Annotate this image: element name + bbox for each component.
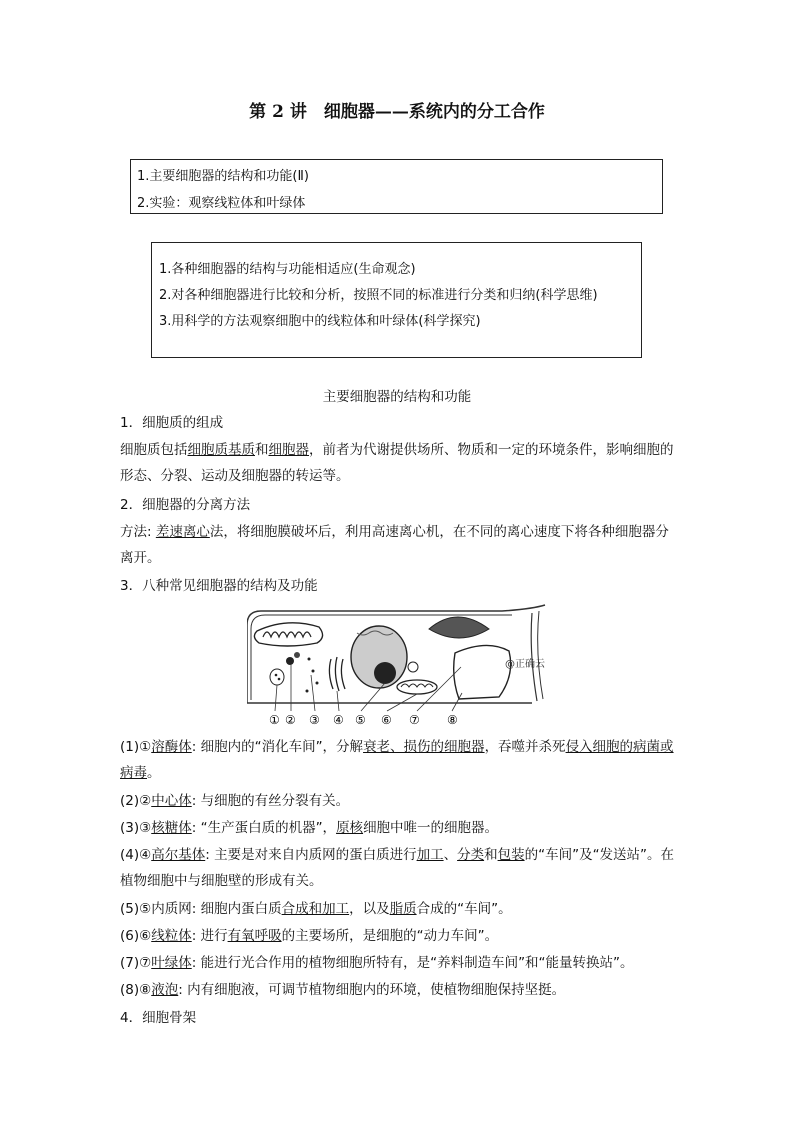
item-ribosome: (3)③核糖体: “生产蛋白质的机器”，原核细胞中唯一的细胞器。	[120, 820, 499, 836]
figure-label: ①	[269, 713, 280, 727]
figure-label: ⑧	[447, 713, 458, 727]
page-title: 第 2 讲 细胞器——系统内的分工合作	[249, 102, 545, 122]
watermark-text: @正确云	[505, 659, 545, 670]
item-centrosome: (2)②中心体: 与细胞的有丝分裂有关。	[120, 793, 350, 809]
item-golgi: (4)④高尔基体: 主要是对来自内质网的蛋白质进行加工、分类和包装的“车间”及“发送站”。在植物细胞中与细胞壁的形成有关。	[120, 847, 675, 889]
item-lysosome: (1)①溶酶体: 细胞内的“消化车间”，分解衰老、损伤的细胞器，吞噬并杀死侵入细胞的病菌或病毒。	[120, 739, 674, 781]
literacy-item: 3.用科学的方法观察细胞中的线粒体和叶绿体(科学探究)	[159, 314, 481, 329]
exam-requirements-box	[130, 159, 663, 214]
s2-paragraph: 方法: 差速离心法，将细胞膜破坏后，利用高速离心机，在不同的离心速度下将各种细胞器分离开。	[120, 524, 669, 566]
figure-label: ②	[285, 713, 296, 727]
item-vacuole: (8)⑧液泡: 内有细胞液，可调节植物细胞内的环境，使植物细胞保持坚挺。	[120, 982, 566, 998]
item-chloroplast: (7)⑦叶绿体: 能进行光合作用的植物细胞所特有，是“养料制造车间”和“能量转换站”。	[120, 955, 634, 971]
figure-label: ⑤	[355, 713, 366, 727]
s1-heading: 1．细胞质的组成	[120, 415, 224, 431]
literacy-item: 1.各种细胞器的结构与功能相适应(生命观念)	[159, 262, 416, 277]
literacy-item: 2.对各种细胞器进行比较和分析，按照不同的标准进行分类和归纳(科学思维)	[159, 288, 598, 303]
underlined-term: 差速离心	[155, 524, 210, 540]
figure-label: ④	[333, 713, 344, 727]
figure-label: ③	[309, 713, 320, 727]
s3-heading: 3．八种常见细胞器的结构及功能	[120, 578, 318, 594]
underlined-term: 细胞器	[268, 442, 309, 458]
plant-cell-diagram	[247, 603, 547, 727]
item-mitochondria: (6)⑥线粒体: 进行有氧呼吸的主要场所，是细胞的“动力车间”。	[120, 928, 499, 944]
underlined-term: 细胞质基质	[187, 442, 255, 458]
cell-organelle-figure	[247, 603, 547, 727]
section-heading: 主要细胞器的结构和功能	[322, 389, 472, 405]
s4-heading: 4．细胞骨架	[120, 1010, 197, 1026]
requirement-item: 1.主要细胞器的结构和功能(Ⅱ)	[137, 169, 309, 184]
figure-label: ⑦	[409, 713, 420, 727]
requirement-item: 2.实验：观察线粒体和叶绿体	[137, 196, 306, 211]
s2-heading: 2．细胞器的分离方法	[120, 497, 251, 513]
s1-paragraph: 细胞质包括细胞质基质和细胞器，前者为代谢提供场所、物质和一定的环境条件，影响细胞的形态、分裂、运动及细胞器的转运等。	[120, 442, 674, 484]
figure-label: ⑥	[381, 713, 392, 727]
core-literacy-box	[151, 242, 642, 358]
item-er: (5)⑤内质网: 细胞内蛋白质合成和加工，以及脂质合成的“车间”。	[120, 901, 512, 917]
